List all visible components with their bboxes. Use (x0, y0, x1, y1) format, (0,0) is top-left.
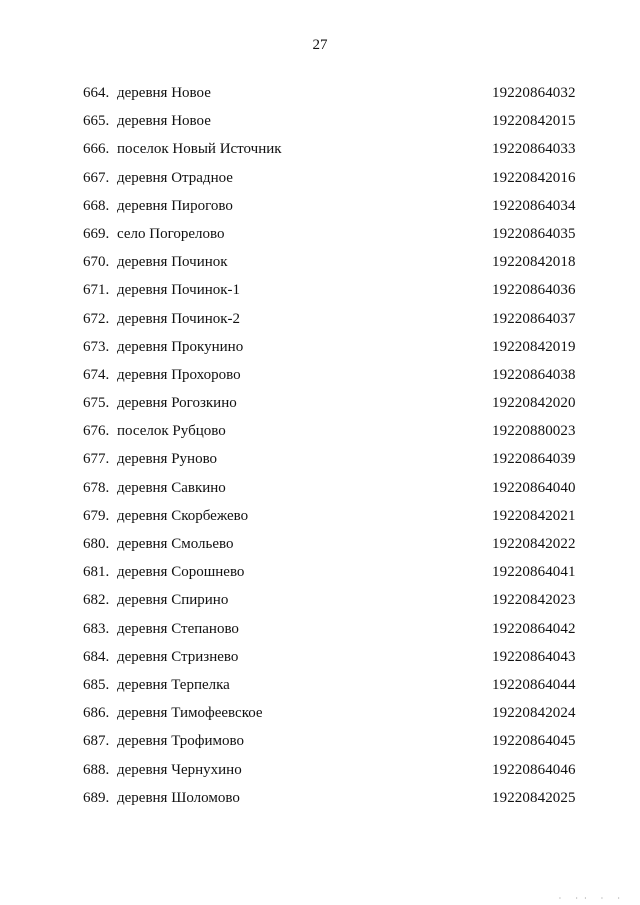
item-number: 671. (83, 282, 110, 299)
page-number: 27 (312, 37, 328, 53)
item-code: 19220864043 (492, 648, 576, 665)
item-code: 19220842023 (492, 592, 576, 609)
list-item (0, 561, 640, 589)
item-code: 19220842016 (492, 169, 576, 186)
item-number: 680. (83, 536, 110, 552)
list-item (0, 167, 640, 195)
item-code: 19220864042 (492, 620, 576, 637)
item-name: село Погорелово (117, 225, 225, 242)
item-name: деревня Починок-1 (117, 282, 241, 299)
list-item (0, 392, 640, 420)
list-item (0, 730, 640, 758)
settlement-list (0, 82, 640, 815)
item-name: деревня Трофимово (117, 733, 245, 750)
list-item (0, 110, 640, 138)
item-name: деревня Новое (117, 85, 211, 101)
item-name: деревня Чернухино (117, 761, 242, 778)
item-number: 675. (83, 395, 110, 412)
item-number: 666. (83, 141, 110, 158)
item-name: деревня Терпелка (117, 676, 230, 693)
item-code: 19220864035 (492, 225, 576, 242)
item-name: деревня Прокунино (117, 338, 244, 355)
item-number: 685. (83, 676, 110, 693)
item-code: 19220842025 (492, 789, 576, 806)
item-name: деревня Отрадное (117, 169, 233, 186)
list-item (0, 702, 640, 730)
item-number: 682. (83, 592, 110, 609)
item-name: деревня Руново (117, 451, 218, 468)
item-code: 19220864032 (492, 85, 576, 101)
item-code: 19220864039 (492, 451, 576, 468)
list-item (0, 336, 640, 364)
item-name: деревня Савкино (117, 479, 226, 496)
list-item (0, 448, 640, 476)
item-code: 19220864046 (492, 761, 576, 778)
item-number: 664. (83, 85, 110, 101)
item-code: 19220864036 (492, 282, 576, 299)
scan-artifact: · ·· · · (558, 894, 626, 903)
item-number: 683. (83, 620, 110, 637)
item-number: 673. (83, 338, 110, 355)
item-name: деревня Степаново (117, 620, 239, 637)
item-number: 681. (83, 564, 110, 581)
item-name: поселок Рубцово (117, 423, 226, 440)
list-item (0, 251, 640, 279)
list-item (0, 308, 640, 336)
list-item (0, 195, 640, 223)
item-name: деревня Стризнево (117, 648, 239, 665)
list-item (0, 82, 640, 110)
item-number: 665. (83, 113, 110, 130)
item-code: 19220864041 (492, 564, 576, 581)
item-code: 19220880023 (492, 423, 576, 440)
item-name: деревня Новое (117, 113, 211, 130)
item-number: 688. (83, 761, 110, 778)
item-code: 19220864037 (492, 310, 576, 327)
list-item (0, 533, 640, 561)
list-item (0, 420, 640, 448)
item-name: деревня Сорошнево (117, 564, 245, 581)
list-item (0, 589, 640, 617)
item-name: деревня Скорбежево (117, 507, 249, 524)
item-code: 19220842018 (492, 254, 576, 271)
item-code: 19220842021 (492, 507, 576, 524)
item-code: 19220864038 (492, 366, 576, 383)
item-number: 687. (83, 733, 110, 750)
item-name: деревня Прохорово (117, 366, 241, 383)
item-code: 19220842019 (492, 338, 576, 355)
item-number: 676. (83, 423, 110, 440)
item-number: 677. (83, 451, 110, 468)
item-name: деревня Пирогово (117, 197, 233, 214)
item-number: 678. (83, 479, 110, 496)
item-number: 686. (83, 705, 110, 722)
list-item (0, 618, 640, 646)
list-item (0, 674, 640, 702)
item-name: деревня Шоломово (117, 789, 240, 806)
item-number: 668. (83, 197, 110, 214)
list-item (0, 505, 640, 533)
item-name: поселок Новый Источник (117, 141, 282, 158)
item-number: 670. (83, 254, 110, 271)
list-item (0, 138, 640, 166)
item-number: 674. (83, 366, 110, 383)
item-name: деревня Рогозкино (117, 395, 237, 412)
item-code: 19220864034 (492, 197, 576, 214)
item-code: 19220842024 (492, 705, 576, 722)
item-number: 689. (83, 789, 110, 806)
item-code: 19220842020 (492, 395, 576, 412)
list-item (0, 223, 640, 251)
item-number: 672. (83, 310, 110, 327)
item-name: деревня Тимофеевское (117, 705, 263, 722)
list-item (0, 759, 640, 787)
item-number: 679. (83, 507, 110, 524)
item-name: деревня Смольево (117, 536, 234, 552)
item-code: 19220864045 (492, 733, 576, 750)
list-item (0, 279, 640, 307)
list-item (0, 787, 640, 815)
list-item (0, 477, 640, 505)
item-name: деревня Починок (117, 254, 228, 271)
item-number: 684. (83, 648, 110, 665)
item-code: 19220864040 (492, 479, 576, 496)
item-number: 667. (83, 169, 110, 186)
item-number: 669. (83, 225, 110, 242)
item-code: 19220842022 (492, 536, 576, 552)
list-item (0, 646, 640, 674)
item-code: 19220842015 (492, 113, 576, 130)
item-code: 19220864033 (492, 141, 576, 158)
item-name: деревня Починок-2 (117, 310, 241, 327)
item-name: деревня Спирино (117, 592, 229, 609)
item-code: 19220864044 (492, 676, 576, 693)
list-item (0, 364, 640, 392)
